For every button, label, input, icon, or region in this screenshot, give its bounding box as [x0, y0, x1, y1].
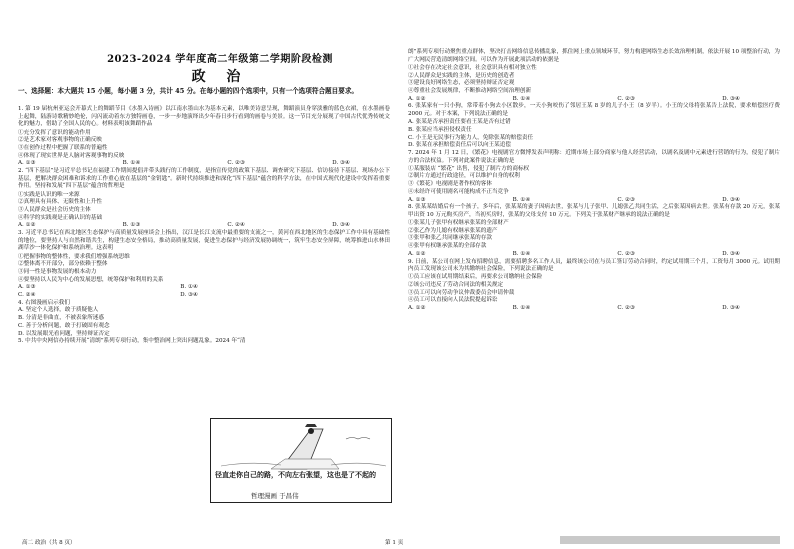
subject-title: 政 治 [191, 69, 249, 85]
right-column [408, 49, 780, 313]
q3-options-2 [18, 292, 238, 300]
q7-item: ②制片方通过行政途径，可以维护自身的权利 [408, 173, 520, 180]
question-3: 3. 习近平总书记在西北地区生态保护与高质量发展座谈会上指出，汉江是长江支流中最重要的支流之一，黄河在西北地区的生态保护工作中具有基础性的地位，要坚持人与自然和谐共生，构建生态安全格局，推动高质量发展，促进生态保护与经济发展协调统一，筑牢生态安全屏障，统筹推进山水林田湖草沙一体化保护和系统治理。这表明 [18, 230, 390, 252]
option[interactable]: B. ①④ [512, 196, 531, 203]
exam-title: 2023-2024 学年度高二年级第二学期阶段检测 [107, 54, 333, 65]
option[interactable]: B. ①④ [512, 250, 531, 257]
q6-option[interactable]: D. 张某在承担赔偿责任后可以向王某追偿 [408, 142, 511, 149]
option[interactable]: B. ①④ [512, 305, 531, 312]
option[interactable]: D. ③④ [722, 250, 740, 257]
q3-options [18, 284, 238, 292]
cartoon-drawing [211, 419, 391, 502]
q5-item: ②人民群众是实践的主体，是历史的创造者 [408, 72, 515, 79]
option[interactable]: A. ①③ [18, 160, 36, 167]
q9-item: ②该公司违反了劳动合同法的相关规定 [408, 282, 504, 289]
q2-item: ①实践是认识的唯一来源 [18, 191, 80, 198]
question-5-start: 5. 中共中央网信办持续开展“清朗”系列专项行动，集中整治网上突出问题乱象。2024 年“清 [18, 338, 246, 345]
q1-item: ②是艺术家对客观事物的正确反映 [18, 137, 102, 144]
q1-item: ③在创作过程中把握了联系的普遍性 [18, 144, 108, 151]
q8-options [408, 251, 780, 259]
option[interactable]: D. ③④ [722, 95, 740, 102]
question-2: 2. “四下基层”是习近平总书记在福建工作期间提倡并带头践行的工作制度，是指宣传党的政策下基层、调查研究下基层、信访接待下基层、现场办公下基层，把解决群众困难和诉求的工作重心放在基层的“金钥匙”。新时代持续推进和深化“四下基层”蕴含的科学方法，在中国式现代化建设中发挥着重要作用。坚持和发展“四下基层”蕴含的哲理是 [18, 168, 390, 190]
option[interactable]: B. ①④ [122, 160, 141, 167]
question-5-cont: 朗”系列专项行动聚焦重点群体，坚决打击网络信息传播乱象，抓住网上重点领域环节，努力构建网络生态长效治理机制，依法开展 10 项整治行动，为广大网民营造清朗网络空间。可以作为开展此项活动的依据是 [408, 49, 780, 63]
option[interactable]: D. ③④ [332, 222, 350, 229]
q2-item: ③人民群众是社会历史的主体 [18, 206, 91, 213]
q8-item: ②张乙作为儿媳有权继承张某的遗产 [408, 227, 498, 234]
q6-option[interactable]: B. 张某应当承担侵权责任 [408, 126, 472, 133]
q4-option[interactable]: D. 以发展眼光看问题，坚持辩证否定 [18, 330, 110, 337]
option[interactable]: D. ③④ [180, 292, 198, 299]
q7-item: ④未经许可使用剧名可能构成不正当竞争 [408, 188, 509, 195]
option[interactable]: D. ③④ [722, 305, 740, 312]
q4-option[interactable]: B. 分清是非曲直，不被表象所迷惑 [18, 315, 104, 322]
option[interactable]: D. ③④ [722, 196, 740, 203]
q9-item: ④员工可以直接向人民法院提起诉讼 [408, 297, 498, 304]
q3-item: ④要坚持以人民为中心的发展思想，统筹保护和利用的关系 [18, 276, 164, 283]
q5-item: ③建设良好网络生态，必须坚持辩证否定观 [408, 80, 515, 87]
option[interactable]: B. ①④ [180, 284, 198, 291]
watermark-bar [560, 536, 780, 544]
footer-left: 高二 政治（共 8 页） [22, 540, 76, 546]
question-6: 6. 张某家有一只小狗，常带着小狗去小区散步，一天小狗咬伤了邻居王某 8 岁的儿子小王（8 岁半）。小王的父母将张某告上法院，要求赔偿医疗费 2000 元。对于本案，下列说法正确的是 [408, 103, 780, 118]
q1-options [18, 160, 390, 168]
q3-item: ③同一性是事物发展的根本动力 [18, 268, 97, 275]
section-heading: 一、选择题：本大题共 15 小题，每小题 3 分，共计 45 分。在每小题的四个选项中，只有一个选项符合题目要求。 [18, 87, 359, 95]
cartoon-caption: 径直走你自己的路，不向左右张望，这也是了不起的 [215, 470, 376, 479]
q3-item: ①把握事物的整体性，要求我们增强系统思维 [18, 253, 130, 260]
q2-item: ④科学的实践观是正确认识的基础 [18, 214, 102, 221]
question-1: 1. 第 19 届杭州亚运会开幕式上的舞蹈节目《水墨入诗画》以江南水墨山水为基本元素，以唯美诗意呈现，舞蹈演员身穿淡雅的蓝色衣裙，在水墨画卷上起舞，陆游诗歌精妙绝伦，闪闪流动着东方独特画卷，一步一步地演绎出少年春日步行看到的画卷与美景。这一节目充分展现了中国古代优秀传统文化的魅力，借助了全国人民的心。材料表明该舞蹈作品 [18, 106, 390, 128]
option[interactable]: D. ③④ [332, 160, 350, 167]
q6-option[interactable]: A. 张某是否承担责任要看王某是否有过错 [408, 119, 511, 126]
left-column [18, 106, 390, 346]
option[interactable]: C. ②③ [617, 196, 636, 203]
q9-item: ①员工应该在试用期结束后，再要求公司缴纳社会保险 [408, 274, 543, 281]
option[interactable]: C. ②④ [18, 292, 36, 299]
option[interactable]: A. ①③ [18, 284, 36, 291]
question-9: 9. 日前，某公司在网上发布招聘信息，需要招聘多名工作人员，最终该公司在与员工签订劳动合同时，约定试用期三个月，工资每月 3000 元。试用期内员工发现该公司未为其缴纳社会保险，下列说法正确的是 [408, 258, 780, 273]
question-4: 4. 右图漫画启示我们 [18, 299, 70, 306]
option[interactable]: C. ②③ [617, 305, 636, 312]
q2-item: ②真理具有具体、无限性和上升性 [18, 199, 102, 206]
cartoon-image [210, 418, 392, 503]
option[interactable]: B. ①③ [122, 222, 141, 229]
q8-item: ③张甲和张乙共同继承张某的存款 [408, 235, 492, 242]
page-number: 第 1 页 [385, 540, 404, 546]
q4-option[interactable]: A. 坚定个人选择，敢于质疑他人 [18, 307, 99, 314]
q8-item: ④张甲有权继承张某的全部存款 [408, 243, 487, 250]
q1-item: ①充分发挥了意识的能动作用 [18, 129, 91, 136]
option[interactable]: C. ②③ [617, 95, 636, 102]
option[interactable]: A. ①② [18, 222, 36, 229]
q8-item: ①张某儿子张甲有权继承张某的全部财产 [408, 220, 509, 227]
option[interactable]: A. ①③ [408, 196, 426, 203]
option[interactable]: C. ②④ [227, 222, 246, 229]
q9-item: ③员工可以向劳动争议仲裁委员会申请仲裁 [408, 289, 515, 296]
option[interactable]: C. ②③ [227, 160, 246, 167]
option[interactable]: A. ①② [408, 250, 426, 257]
option[interactable]: A. ①② [408, 305, 426, 312]
q9-options [408, 305, 780, 313]
option[interactable]: C. ②③ [617, 250, 636, 257]
q5-item: ①社会存在决定社会意识，社会意识具有相对独立性 [408, 64, 537, 71]
question-7: 7. 2024 年 1 月 12 日，《繁花》电视剧官方微博发表声明称：近期市场上部分商家与他人经营活动，以剧名及剧中元素进行营销的行为，侵犯了制片方的合法权益。下列对此案件说法正确的是 [408, 149, 780, 164]
q7-item: ③《繁花》电视剧是著作权的客体 [408, 181, 492, 188]
q4-option[interactable]: C. 善于分析问题，敢于打破固有观念 [18, 322, 110, 329]
q7-item: ①某服装店 “繁花” 出售，侵犯了制片方的商标权 [408, 165, 530, 172]
q5-item: ④尊重社会发展规律，不断推动网络空间治理创新 [408, 87, 532, 94]
q3-item: ②整体离不开部分，部分依赖于整体 [18, 261, 108, 268]
option[interactable]: B. ①④ [512, 95, 531, 102]
option[interactable]: A. ①② [408, 95, 426, 102]
q1-item: ④体现了现实世界是人脑对客观事物的反映 [18, 152, 125, 159]
question-8: 8. 张某某结婚后有一个孩子，多年后，张某某的妻子因病去世，张某与儿子张甲、儿媳张乙共同生活，之后张某因病去世。张某有存款 20 万元，张某甲出资 10 万元购买房产，当初买房时，张某的父母支付 10 万元。下列关于张某财产继承的说法正确的是 [408, 204, 780, 218]
q2-options [18, 222, 390, 230]
q6-option[interactable]: C. 小王是无民事行为能力人，免除张某的赔偿责任 [408, 134, 534, 141]
cartoon-author: 哲理漫画 于昌伟 [251, 492, 299, 500]
